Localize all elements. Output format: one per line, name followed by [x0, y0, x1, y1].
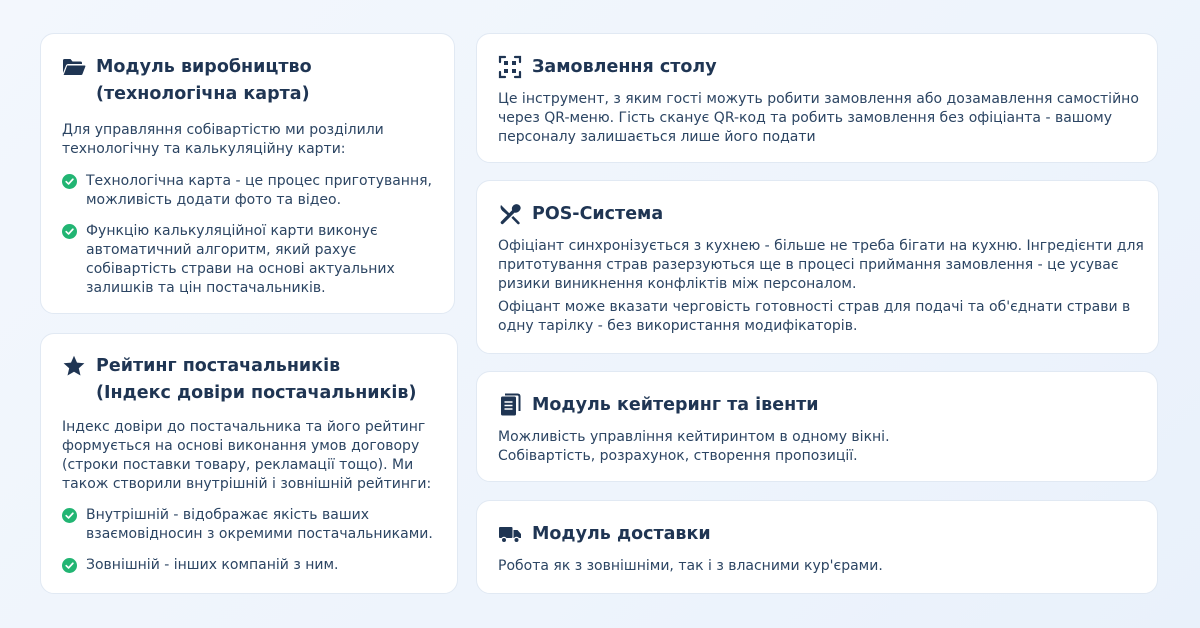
pos-paragraph-1: [498, 237, 1144, 294]
document-icon: [498, 393, 522, 417]
production-bullet-2-line4: залишків та цін постачальників.: [86, 280, 326, 296]
rating-bullet-1-line1: Внутрішній - відображає якість ваших: [86, 507, 370, 523]
production-bullet-1: [62, 172, 432, 210]
rating-title-line2: (Індекс довіри постачальників): [96, 383, 417, 403]
production-title-row: [62, 54, 312, 108]
table-order-text: [498, 90, 1139, 147]
pos-title: POS-Система: [532, 204, 664, 224]
production-bullet-1-line2: можливість додати фото та відео.: [86, 192, 342, 208]
rating-title-line1: Рейтинг постачальників: [96, 356, 341, 376]
delivery-module-card: [476, 500, 1158, 594]
supplier-rating-card: [40, 333, 458, 594]
truck-icon: [498, 522, 522, 546]
catering-line1: Можливість управління кейтиринтом в одному вікні.: [498, 429, 890, 445]
production-bullet-2: [62, 222, 395, 298]
check-circle-icon: [62, 174, 77, 189]
catering-title-row: [498, 392, 819, 419]
production-bullet-1-line1: Технологічна карта - це процес приготування,: [86, 173, 432, 189]
folder-icon: [62, 55, 86, 79]
rating-bullet-1-line2: взаємовідносин з окремими постачальниками.: [86, 526, 433, 542]
production-module-card: [40, 33, 455, 314]
rating-bullet-1: [62, 506, 433, 544]
rating-intro-line1: Індекс довіри до постачальника та його рейтинг: [62, 419, 426, 435]
star-icon: [62, 354, 86, 378]
qr-code-icon: [498, 55, 522, 79]
rating-intro-line3: (строки поставки товару, рекламації тощо). Ми: [62, 457, 414, 473]
utensils-icon: [498, 202, 522, 226]
table-order-line1: Це інструмент, з яким гості можуть робити замовлення або дозамавлення самостійно: [498, 91, 1139, 107]
rating-title-row: [62, 353, 417, 407]
pos-system-card: [476, 180, 1159, 354]
pos-paragraph-2: [498, 298, 1130, 336]
production-bullet-2-line1: Функцію калькуляційної карти виконує: [86, 223, 378, 239]
delivery-line1: Робота як з зовнішніми, так і з власними кур'єрами.: [498, 558, 883, 574]
production-bullet-2-line2: автоматичний алгоритм, який рахує: [86, 242, 357, 258]
catering-text: [498, 428, 890, 466]
delivery-title: Модуль доставки: [532, 524, 711, 544]
rating-intro-line4: також створили внутрішній і зовнішній рейтинги:: [62, 476, 432, 492]
pos-p1-line3: ризики виникнення конфліктів між персоналом.: [498, 276, 857, 292]
check-circle-icon: [62, 508, 77, 523]
delivery-text: [498, 557, 883, 576]
delivery-title-row: [498, 521, 711, 548]
table-order-line2: через QR-меню. Гість сканує QR-код та робить замовлення без офіціанта - вашому: [498, 110, 1113, 126]
production-title-line2: (технологічна карта): [96, 84, 310, 104]
table-order-title-row: [498, 54, 717, 81]
check-circle-icon: [62, 558, 77, 573]
rating-intro: [62, 418, 431, 494]
catering-line2: Собівартість, розрахунок, створення пропозиції.: [498, 448, 858, 464]
catering-module-card: [476, 371, 1158, 482]
table-order-title: Замовлення столу: [532, 57, 717, 77]
production-intro: [62, 121, 384, 159]
pos-p1-line1: Офіціант синхронізується з кухнею - більше не треба бігати на кухню. Інгредієнти для: [498, 238, 1144, 254]
pos-title-row: [498, 201, 663, 228]
table-order-line3: персоналу залишається лише його подати: [498, 129, 816, 145]
table-order-card: [476, 33, 1158, 163]
catering-title: Модуль кейтеринг та івенти: [532, 395, 819, 415]
production-bullet-2-line3: собівартість страви на основі актуальних: [86, 261, 395, 277]
rating-bullet-2: [62, 556, 339, 575]
pos-p2-line1: Офіцант може вказати черговість готовності страв для подачі та об'єднати страви в: [498, 299, 1131, 315]
rating-intro-line2: формується на основі виконання умов договору: [62, 438, 420, 454]
check-circle-icon: [62, 224, 77, 239]
rating-bullet-2-line1: Зовнішній - інших компаній з ним.: [86, 557, 339, 573]
production-title-line1: Модуль виробництво: [96, 57, 312, 77]
pos-p1-line2: притотування страв разерзуються ще в процесі приймання замовлення - це усуває: [498, 257, 1119, 273]
production-intro-line2: технологічну та калькуляційну карти:: [62, 141, 346, 157]
production-intro-line1: Для управляння собівартістю ми розділили: [62, 122, 384, 138]
pos-p2-line2: одну тарілку - без використання модифікаторів.: [498, 318, 858, 334]
